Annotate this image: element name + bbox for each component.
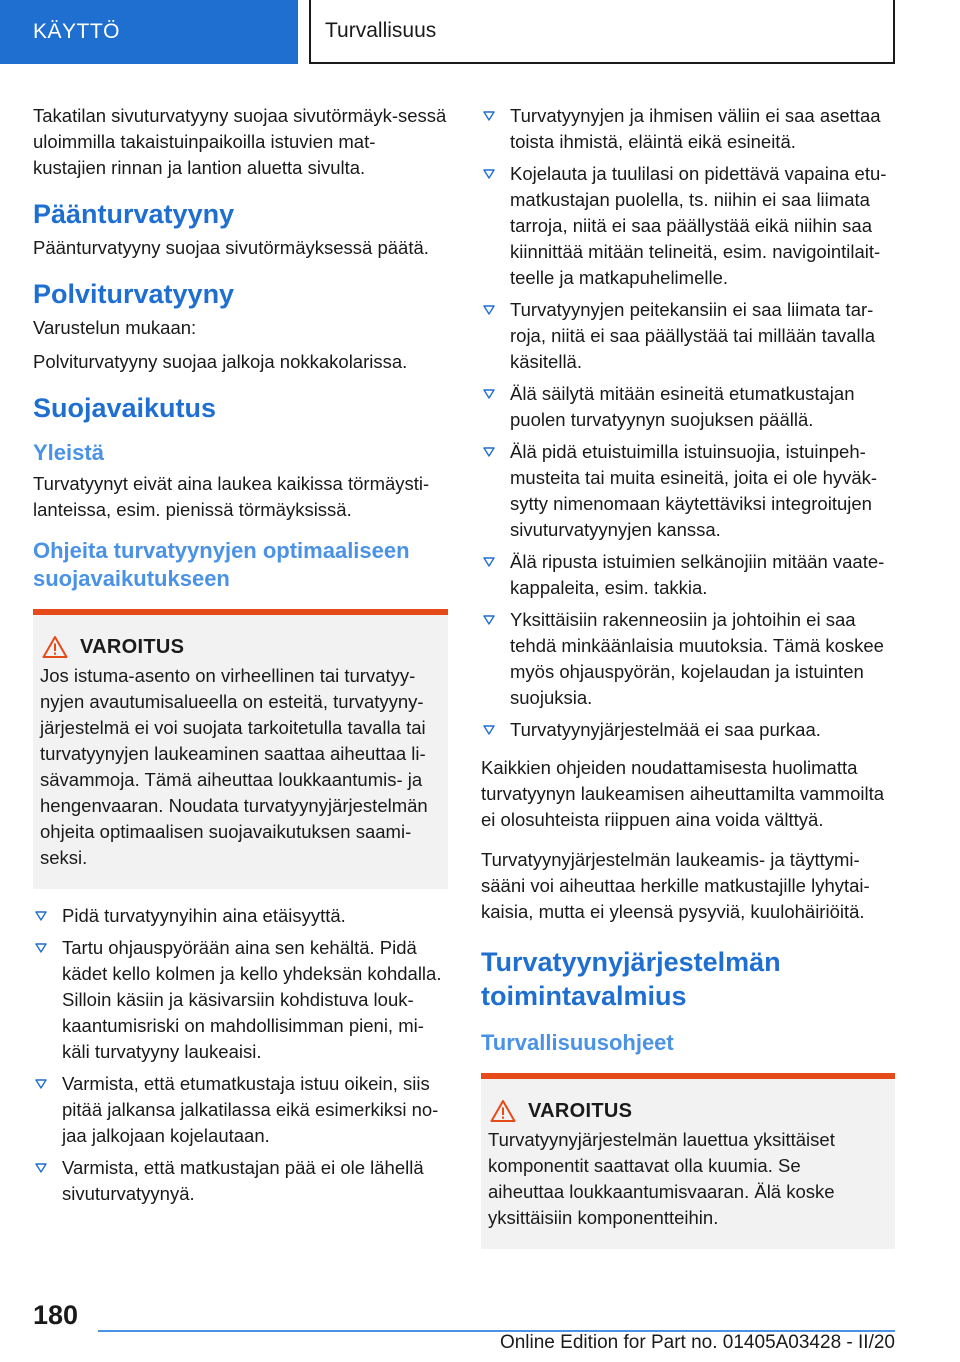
list-item-text: Turvatyynyjärjestelmää ei saa purkaa. bbox=[510, 719, 821, 740]
triangle-bullet-icon bbox=[483, 169, 495, 179]
warning-triangle-icon bbox=[42, 635, 68, 659]
list-item bbox=[481, 381, 895, 433]
heading-general: Yleistä bbox=[33, 440, 104, 465]
bullet-list bbox=[33, 903, 448, 1207]
warning-header bbox=[488, 1099, 881, 1123]
warning-triangle-icon bbox=[490, 1099, 516, 1123]
general-text: Turvatyynyt eivät aina laukea kaikissa törmäysti-lanteissa, esim. pienissä törmäyksissä. bbox=[33, 473, 430, 520]
triangle-bullet-icon bbox=[483, 389, 495, 399]
list-item bbox=[481, 161, 895, 291]
list-item-text: Älä säilytä mitään esineitä etumatkustajan puolen turvatyynyn suojuksen päällä. bbox=[510, 383, 855, 430]
triangle-bullet-icon bbox=[483, 111, 495, 121]
paragraph-deployment-noise: Turvatyynyjärjestelmän laukeamis- ja täyttymi-sääni voi aiheuttaa herkille matkustajille lyhytai-kaisia, mutta ei yleensä pysyviä, kuulohäiriöitä. bbox=[481, 849, 870, 922]
list-item-text: Yksittäisiin rakenneosiin ja johtoihin ei saa tehdä minkäänlaisia muutoksia. Tämä koskee myös ohjauspyörän, kojelaudan ja istuinten suojuksia. bbox=[510, 609, 884, 708]
list-item bbox=[481, 607, 895, 711]
triangle-bullet-icon bbox=[35, 1163, 47, 1173]
warning-title: VAROITUS bbox=[80, 635, 185, 658]
triangle-bullet-icon bbox=[483, 615, 495, 625]
heading-head-airbag: Päänturvatyyny bbox=[33, 199, 235, 229]
section-title: Turvallisuus bbox=[325, 19, 437, 42]
section-header bbox=[311, 0, 895, 64]
warning-body: Turvatyynyjärjestelmän lauettua yksittäiset komponentit saattavat olla kuumia. Se aiheuttaa loukkaantumisvaaran. Älä koske yksittäisiin komponentteihin. bbox=[488, 1129, 835, 1228]
knee-airbag-text: Polviturvatyyny suojaa jalkoja nokkakolarissa. bbox=[33, 351, 408, 372]
intro-paragraph: Takatilan sivuturvatyyny suojaa sivutörmäyk-sessä uloimmilla takaistuinpaikoilla istuvien mat-kustajien rinnan ja lantion aluetta sivulta. bbox=[33, 105, 447, 178]
warning-header bbox=[40, 635, 434, 659]
right-column bbox=[481, 103, 895, 1263]
heading-guidelines: Ohjeita turvatyynyjen optimaaliseen suojavaikutukseen bbox=[33, 538, 410, 591]
list-item bbox=[481, 717, 895, 743]
list-item-text: Kojelauta ja tuulilasi on pidettävä vapaina etu-matkustajan puolella, ts. niihin ei saa liimata tarroja, niitä ei saa päällystää eikä niihin saa kiinnittää mitään telineitä, esim. navigointilait-teelle ja matkapuhelimelle. bbox=[510, 163, 887, 288]
paragraph-all-instructions: Kaikkien ohjeiden noudattamisesta huolimatta turvatyynyn laukeamisen aiheuttamilta vammoilta ei olosuhteista riippuen aina voida välttyä. bbox=[481, 757, 885, 830]
list-item bbox=[33, 903, 448, 929]
chapter-tab bbox=[0, 0, 298, 64]
heading-protection: Suojavaikutus bbox=[33, 393, 217, 423]
list-item bbox=[33, 1155, 448, 1207]
list-item bbox=[33, 935, 448, 1065]
page-number: 180 bbox=[33, 1300, 79, 1330]
list-item-text: Turvatyynyjen peitekansiin ei saa liimata tar-roja, niitä ei saa päällystää tai millään tavalla käsitellä. bbox=[510, 299, 876, 372]
knee-airbag-note: Varustelun mukaan: bbox=[33, 317, 197, 338]
warning-title: VAROITUS bbox=[528, 1099, 633, 1122]
list-item bbox=[481, 103, 895, 155]
list-item-text: Tartu ohjauspyörään aina sen kehältä. Pidä kädet kello kolmen ja kello yhdeksän kohdalla. Silloin käsiin ja käsivarsiin kohdistuva louk-kaantumisriski on mahdollisimman pieni, mi-käli turvatyyny laukeaisi. bbox=[62, 937, 442, 1062]
list-item bbox=[481, 297, 895, 375]
heading-safety-instructions: Turvallisuusohjeet bbox=[481, 1030, 674, 1055]
list-item-text: Älä ripusta istuimien selkänojiin mitään vaate-kappaleita, esim. takkia. bbox=[510, 551, 885, 598]
list-item-text: Älä pidä etuistuimilla istuinsuojia, istuinpeh-musteita tai muita esineitä, joita ei ole hyväk-sytty nimenomaan käytettäviksi integroitujen sivuturvatyynyjen kanssa. bbox=[510, 441, 878, 540]
warning-box bbox=[33, 609, 448, 889]
list-item-text: Pidä turvatyynyihin aina etäisyyttä. bbox=[62, 905, 346, 926]
triangle-bullet-icon bbox=[483, 447, 495, 457]
list-item-text: Varmista, että matkustajan pää ei ole lähellä sivuturvatyynyä. bbox=[62, 1157, 424, 1204]
triangle-bullet-icon bbox=[35, 943, 47, 953]
triangle-bullet-icon bbox=[483, 557, 495, 567]
left-column bbox=[33, 103, 448, 1219]
chapter-label: KÄYTTÖ bbox=[33, 20, 121, 43]
heading-knee-airbag: Polviturvatyyny bbox=[33, 279, 235, 309]
list-item-text: Turvatyynyjen ja ihmisen väliin ei saa asettaa toista ihmistä, eläintä eikä esineitä. bbox=[510, 105, 881, 152]
triangle-bullet-icon bbox=[483, 725, 495, 735]
list-item-text: Varmista, että etumatkustaja istuu oikein, siis pitää jalkansa jalkatilassa eikä esimerkiksi no-jaa jalkojaan kojelautaan. bbox=[62, 1073, 439, 1146]
heading-system-readiness: Turvatyynyjärjestelmän toimintavalmius bbox=[481, 947, 781, 1011]
triangle-bullet-icon bbox=[35, 1079, 47, 1089]
warning-body: Jos istuma-asento on virheellinen tai turvatyy-nyjen avautumisalueella on esteitä, turvatyyny-järjestelmä ei voi suojata tarkoitetulla tavalla tai turvatyynyjen laukeaminen saattaa aiheuttaa li-sävammoja. Tämä aiheuttaa loukkaantumis- ja hengenvaaran. Noudata turvatyynyjärjestelmän ohjeita optimaalisen suojavaikutuksen saami-seksi. bbox=[40, 665, 428, 868]
triangle-bullet-icon bbox=[35, 911, 47, 921]
list-item bbox=[33, 1071, 448, 1149]
bullet-list bbox=[481, 103, 895, 743]
triangle-bullet-icon bbox=[483, 305, 495, 315]
head-airbag-text: Päänturvatyyny suojaa sivutörmäyksessä päätä. bbox=[33, 237, 429, 258]
edition-footer: Online Edition for Part no. 01405A03428 - II/20 bbox=[499, 1332, 895, 1353]
warning-box bbox=[481, 1073, 895, 1249]
list-item bbox=[481, 439, 895, 543]
list-item bbox=[481, 549, 895, 601]
